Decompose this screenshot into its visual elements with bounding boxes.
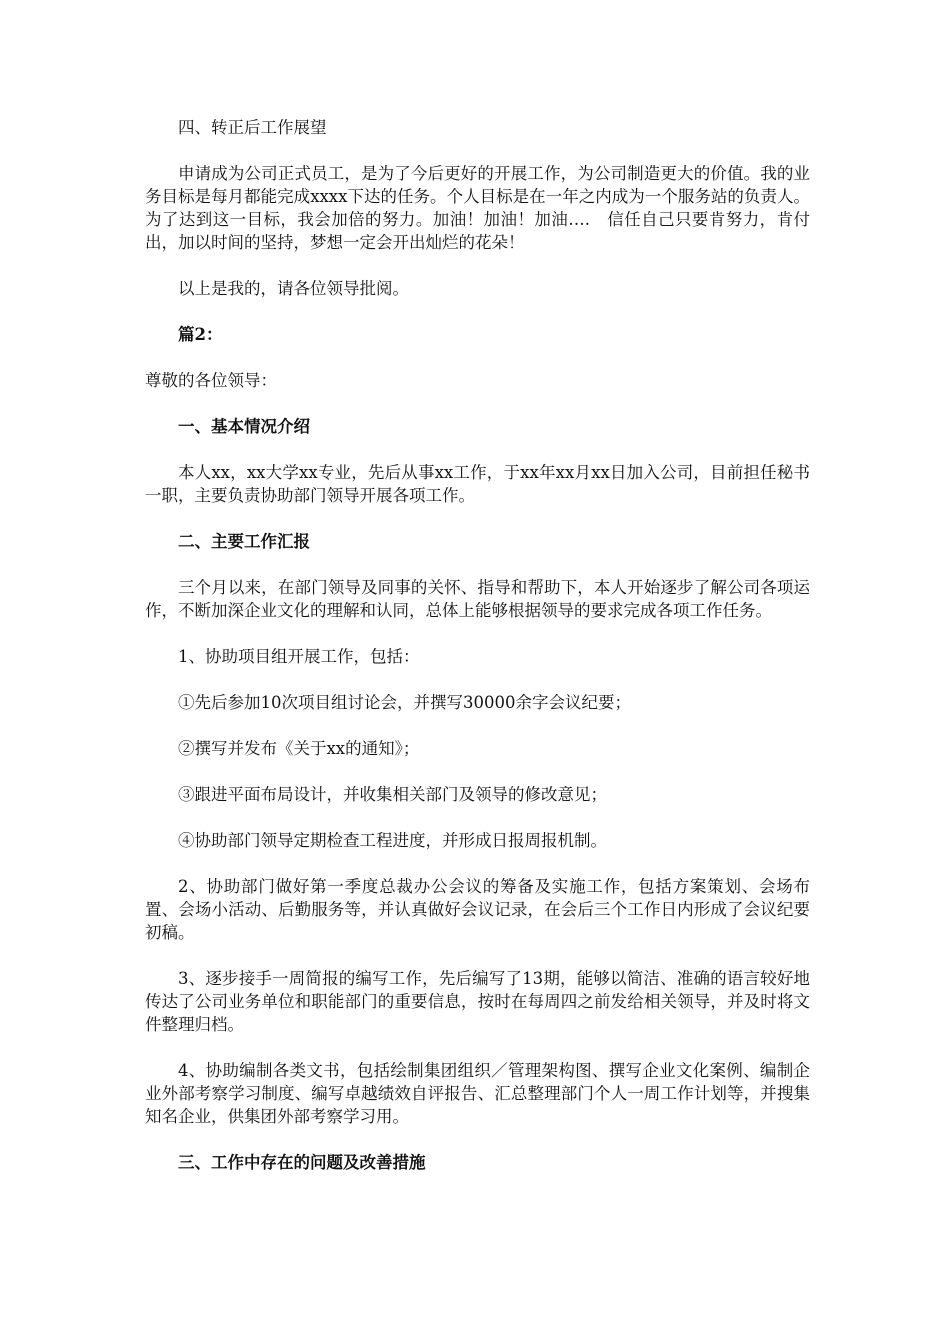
salutation: 尊敬的各位领导： <box>145 371 277 390</box>
paragraph-application: 申请成为公司正式员工，是为了今后更好的开展工作，为公司制造更大的价值。我的业务目标是每月都能完成xxxx下达的任务。个人目标是在一年之内成为一个服务站的负责人。为了达到这一目标，我会加倍的努力。加油！加油！加油…. 信任自己只要肯努力，肯付出，加以时间的坚持，梦想一定会开出灿烂的花朵！ <box>145 164 810 252</box>
sub-item-3: ③跟进平面布局设计，并收集相关部门及领导的修改意见； <box>178 785 607 804</box>
sub-item-2: ②撰写并发布《关于xx的通知》； <box>178 739 420 758</box>
list-item-3: 3、逐步接手一周简报的编写工作，先后编写了13期，能够以简洁、准确的语言较好地传达了公司业务单位和职能部门的重要信息，按时在每周四之前发给相关领导，并及时将文件整理归档。 <box>145 969 810 1034</box>
section-heading-basic-info: 一、基本情况介绍 <box>178 417 310 436</box>
paragraph-closing: 以上是我的，请各位领导批阅。 <box>178 279 409 298</box>
chapter-heading: 篇2： <box>178 325 223 344</box>
section-heading-problems: 三、工作中存在的问题及改善措施 <box>178 1153 426 1172</box>
sub-item-4: ④协助部门领导定期检查工程进度，并形成日报周报机制。 <box>178 831 607 850</box>
section-heading-outlook: 四、转正后工作展望 <box>178 118 327 137</box>
paragraph-basic-info: 本人xx，xx大学xx专业，先后从事xx工作，于xx年xx月xx日加入公司，目前担任秘书一职，主要负责协助部门领导开展各项工作。 <box>145 463 810 505</box>
list-item-4: 4、协助编制各类文书，包括绘制集团组织／管理架构图、撰写企业文化案例、编制企业外部考察学习制度、编写卓越绩效自评报告、汇总整理部门个人一周工作计划等，并搜集知名企业，供集团外部考察学习用。 <box>145 1061 810 1126</box>
document-body <box>145 116 810 1197</box>
section-heading-work-report: 二、主要工作汇报 <box>178 532 310 551</box>
list-item-2: 2、协助部门做好第一季度总裁办公会议的筹备及实施工作，包括方案策划、会场布置、会场小活动、后勤服务等，并认真做好会议记录，在会后三个工作日内形成了会议纪要初稿。 <box>145 877 810 942</box>
sub-item-1: ①先后参加10次项目组讨论会，并撰写30000余字会议纪要； <box>178 693 631 712</box>
paragraph-work-summary: 三个月以来，在部门领导及同事的关怀、指导和帮助下，本人开始逐步了解公司各项运作，不断加深企业文化的理解和认同，总体上能够根据领导的要求完成各项工作任务。 <box>145 578 810 620</box>
list-item-1: 1、协助项目组开展工作，包括： <box>178 647 420 666</box>
